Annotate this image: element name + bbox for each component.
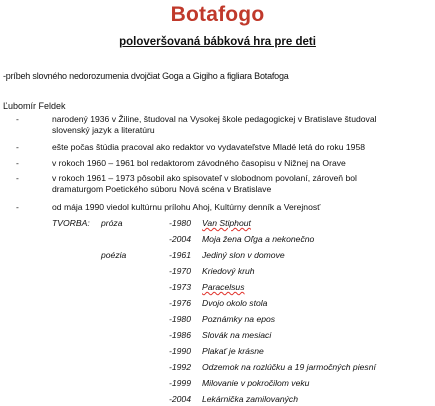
- bio-line: dramaturgom Poetického súboru Nová scéna v Bratislave: [52, 184, 272, 194]
- work-row: [0, 298, 435, 310]
- work-title: Milovanie v pokročilom veku: [202, 378, 310, 388]
- bio-line: v rokoch 1961 – 1973 pôsobil ako spisovateľ v slobodnom povolaní, zároveň bol: [52, 173, 357, 183]
- work-genre: próza: [101, 218, 123, 228]
- bio-text: [52, 114, 434, 136]
- work-row: [0, 282, 435, 294]
- bio-line: slovenský jazyk a literatúru: [52, 125, 155, 135]
- work-title: Kriedový kruh: [202, 266, 255, 276]
- bullet-dash: -: [16, 202, 19, 212]
- work-year: -1961: [169, 250, 191, 260]
- work-year: -1980: [169, 314, 191, 324]
- work-year: -1992: [169, 362, 191, 372]
- work-year: -1976: [169, 298, 191, 308]
- work-row: [0, 234, 435, 246]
- bullet-dash: -: [16, 142, 19, 152]
- work-year: -2004: [169, 394, 191, 404]
- work-title: Plakať je krásne: [202, 346, 264, 356]
- bio-text: [52, 173, 434, 195]
- author-name: Ľubomír Feldek: [3, 101, 66, 111]
- work-title: Dvojo okolo stola: [202, 298, 268, 308]
- work-year: -1970: [169, 266, 191, 276]
- bio-line: ešte počas štúdia pracoval ako redaktor vo vydavateľstve Mladé letá do roku 1958: [52, 142, 366, 152]
- work-title: Odzemok na rozlúčku a 19 jarmočných piesní: [202, 362, 376, 372]
- work-row: [0, 362, 435, 374]
- work-title: Poznámky na epos: [202, 314, 276, 324]
- work-row: [0, 330, 435, 342]
- document-title: Botafogo: [170, 3, 265, 26]
- bio-line: od mája 1990 viedol kultúrnu prílohu Ahoj, Kultúrny denník a Verejnosť: [52, 202, 321, 212]
- work-genre: poézia: [101, 250, 127, 260]
- work-title: Paracelsus: [202, 282, 245, 292]
- bullet-dash: -: [16, 173, 19, 183]
- bio-line: v rokoch 1960 – 1961 bol redaktorom závodného časopisu v Nižnej na Orave: [52, 158, 346, 168]
- work-year: -1986: [169, 330, 191, 340]
- bio-text: [52, 158, 434, 169]
- work-title: Moja žena Oľga a nekonečno: [202, 234, 315, 244]
- works-label: TVORBA:: [52, 218, 90, 228]
- work-row: [0, 378, 435, 390]
- bio-text: [52, 202, 434, 213]
- document-subtitle: poloveršovaná bábková hra pre deti: [119, 36, 316, 48]
- work-row: [0, 346, 435, 358]
- work-year: -1980: [169, 218, 191, 228]
- work-row: [0, 250, 435, 262]
- bio-text: [52, 142, 434, 153]
- bullet-dash: -: [16, 114, 19, 124]
- work-year: -1999: [169, 378, 191, 388]
- work-row: [0, 314, 435, 326]
- work-year: -2004: [169, 234, 191, 244]
- work-row: [0, 394, 435, 406]
- work-title: Slovák na mesiaci: [202, 330, 272, 340]
- work-row: [0, 266, 435, 278]
- bullet-dash: -: [16, 158, 19, 168]
- work-title: Jediný slon v domove: [202, 250, 285, 260]
- work-title: Lekárnička zamilovaných: [202, 394, 299, 404]
- work-row: [0, 218, 435, 230]
- work-year: -1990: [169, 346, 191, 356]
- work-year: -1973: [169, 282, 191, 292]
- intro-line: -príbeh slovného nedorozumenia dvojčiat Goga a Gigiho a figliara Botafoga: [3, 71, 289, 81]
- work-title: Van Stiphout: [202, 218, 251, 228]
- bio-line: narodený 1936 v Žiline, študoval na Vysokej škole pedagogickej v Bratislave študoval: [52, 114, 377, 124]
